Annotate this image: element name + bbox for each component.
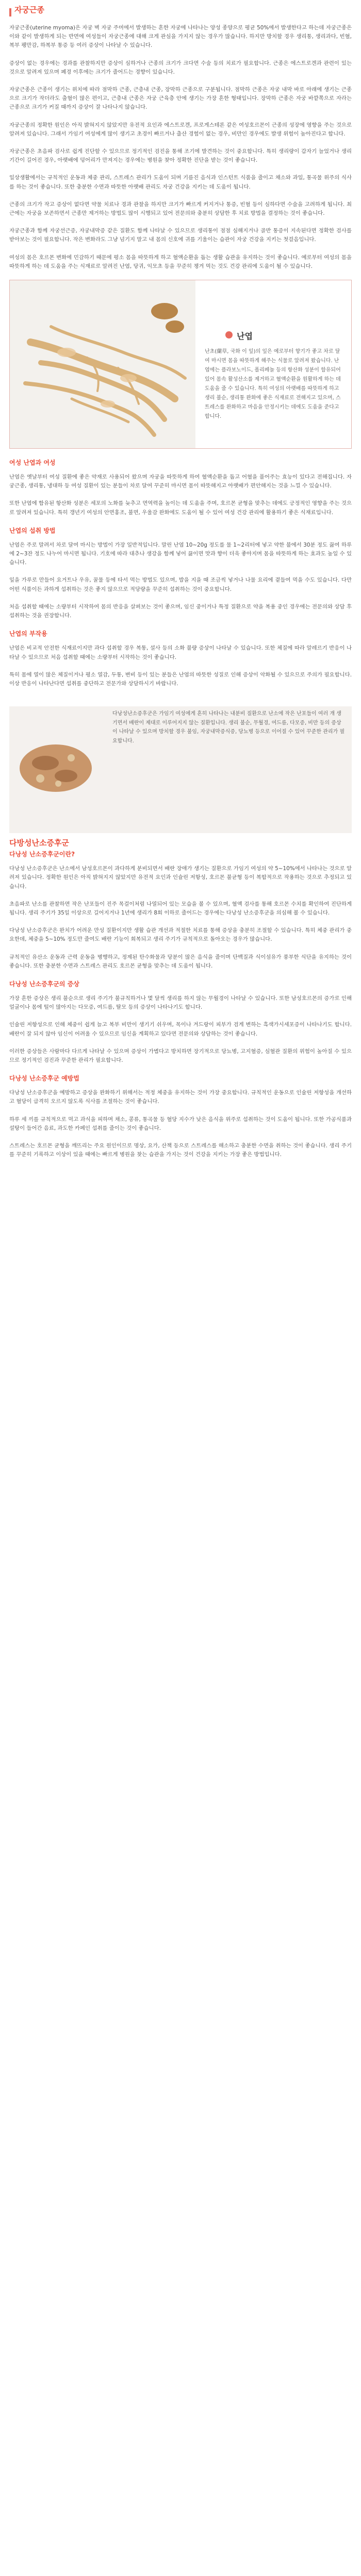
paragraph: 특히 몸에 열이 많은 체질이거나 평소 열감, 두통, 변비 등이 있는 분들은 난엽의 따뜻한 성질로 인해 증상이 악화될 수 있으므로 주의가 필요합니다. 이상 반응이 나타난다면 섭취를 중단하고 전문가와 상담하시기 바랍니다. bbox=[9, 671, 352, 687]
section-uterine-myoma bbox=[9, 0, 352, 271]
section-title-row bbox=[9, 0, 352, 24]
paragraph: 난엽은 비교적 안전한 식재료이지만 과다 섭취할 경우 복통, 설사 등의 소화 불량 증상이 나타날 수 있습니다. 또한 체질에 따라 알레르기 반응이 나타날 수 있으므로 처음 섭취할 때에는 소량부터 시작하는 것이 좋습니다. bbox=[9, 645, 352, 660]
article bbox=[0, 0, 361, 1159]
section-title: 자궁근종 bbox=[14, 5, 44, 14]
subheading: 다낭성 난소증후군 예방법 bbox=[9, 1075, 79, 1082]
section-nanyeop bbox=[9, 280, 352, 688]
pcos-caption: 다낭성난소증후군은 가임기 여성에게 흔히 나타나는 내분비 질환으로 난소에 작은 난포들이 여러 개 생기면서 배란이 제대로 이루어지지 않는 질환입니다. 생리 불순, 무월경, 여드름, 다모증, 비만 등의 증상이 나타날 수 있으며 방치할 경우 불임, 자궁내막증식증, 당뇨병 등으로 이어질 수 있어 꾸준한 관리가 필요합니다. bbox=[112, 711, 345, 744]
paragraph: 난엽은 옛날부터 여성 질환에 좋은 약재로 사용되어 왔으며 자궁을 따뜻하게 하여 혈액순환을 돕고 어혈을 풀어주는 효능이 있다고 전해집니다. 자궁근종, 생리통, 냉대하 등 여성 질환이 있는 분들이 차로 달여 꾸준히 마시면 몸이 따뜻해지고 아랫배가 편안해지는 것을 느낄 수 있습니다. bbox=[9, 474, 352, 489]
paragraph: 자궁근종과 함께 자궁선근증, 자궁내막증 같은 질환도 함께 나타날 수 있으므로 생리통이 점점 심해지거나 골반 통증이 지속된다면 정확한 검사를 받아보는 것이 필요합니다. 작은 변화라도 그냥 넘기지 말고 내 몸의 신호에 귀를 기울이는 습관이 자궁 건강을 지키는 첫걸음입니다. bbox=[9, 228, 352, 243]
section-title: 다방성난소증후군 bbox=[9, 838, 69, 848]
subheading: 여성 난엽과 여성 bbox=[9, 459, 56, 467]
subheading: 다낭성 난소증후군의 증상 bbox=[9, 980, 79, 988]
herb-caption bbox=[195, 280, 351, 448]
subheading: 다낭성 난소증후군이란? bbox=[9, 851, 75, 858]
paragraph: 규칙적인 유산소 운동과 근력 운동을 병행하고, 정제된 탄수화물과 당분이 많은 음식을 줄이며 단백질과 식이섬유가 풍부한 식단을 유지하는 것이 좋습니다. 또한 충분한 수면과 스트레스 관리도 호르몬 균형을 맞추는 데 도움이 됩니다. bbox=[9, 954, 352, 969]
paragraph: 인슐린 저항성으로 인해 체중이 쉽게 늘고 복부 비만이 생기기 쉬우며, 목이나 겨드랑이 피부가 검게 변하는 흑색가시세포증이 나타나기도 합니다. 배란이 잘 되지 않아 임신이 어려울 수 있으므로 임신을 계획하고 있다면 전문의와 상담하는 것이 좋습니다. bbox=[9, 1022, 352, 1037]
paragraph: 가장 흔한 증상은 생리 불순으로 생리 주기가 불규칙하거나 몇 달씩 생리를 하지 않는 무월경이 나타날 수 있습니다. 또한 남성호르몬의 증가로 인해 얼굴이나 몸에 털이 많아지는 다모증, 여드름, 탈모 등의 증상이 나타나기도 합니다. bbox=[9, 995, 352, 1011]
caption-text: 난초(蘭草, 국화 이 잎)의 잎은 예로부터 향기가 좋고 차로 달여 마시면 몸을 따뜻하게 해주는 식물로 알려져 왔습니다. 난엽에는 플라보노이드, 폴리페놀 등의 항산화 성분이 함유되어 있어 몸속 활성산소를 제거하고 혈액순환을 원활하게 하는 데 도움을 줄 수 있습니다. 특히 여성의 아랫배를 따뜻하게 하고 생리 불순, 생리통 완화에 좋은 식재료로 전해지고 있으며, 스트레스를 완화하고 마음을 안정시키는 데에도 도움을 준다고 합니다. bbox=[205, 349, 341, 420]
paragraph: 이러한 증상들은 사람마다 다르게 나타날 수 있으며 증상이 가볍다고 방치하면 장기적으로 당뇨병, 고지혈증, 심혈관 질환의 위험이 높아질 수 있으므로 정기적인 검진과 꾸준한 관리가 필요합니다. bbox=[9, 1048, 352, 1063]
herb-roots-image bbox=[10, 280, 195, 448]
paragraph: 초음파로 난소를 관찰하면 작은 난포들이 진주 목걸이처럼 나열되어 있는 모습을 볼 수 있으며, 혈액 검사를 통해 호르몬 수치를 확인하여 진단하게 됩니다. 생리 주기가 35일 이상으로 길어지거나 1년에 생리가 8회 이하로 줄어드는 경우에는 다낭성 난소증후군을 의심해 볼 수 있습니다. bbox=[9, 901, 352, 916]
title-accent-bar bbox=[9, 8, 11, 16]
paragraph: 자궁근종은 근종이 생기는 위치에 따라 점막하 근종, 근층내 근종, 장막하 근종으로 구분됩니다. 점막하 근종은 자궁 내막 바로 아래에 생기는 근종으로 크기가 작더라도 출혈이 많은 편이고, 근층내 근종은 자궁 근육층 안에 생기는 가장 흔한 형태입니다. 장막하 근종은 자궁 바깥쪽으로 자라는 근종으로 크기가 커질 때까지 증상이 잘 나타나지 않습니다. bbox=[9, 87, 352, 111]
nanyeop-panel bbox=[9, 280, 352, 449]
paragraph: 난엽은 주로 말려서 차로 달여 마시는 방법이 가장 일반적입니다. 말린 난엽 10~20g 정도를 물 1~2리터에 넣고 약한 불에서 30분 정도 끓여 하루에 2~3잔 정도 나누어 마시면 됩니다. 기호에 따라 대추나 생강을 함께 넣어 끓이면 맛과 향이 더욱 좋아지며 몸을 따뜻하게 하는 효과도 높일 수 있습니다. bbox=[9, 541, 352, 566]
paragraph: 일상생활에서는 규칙적인 운동과 체중 관리, 스트레스 관리가 도움이 되며 기름진 음식과 인스턴트 식품을 줄이고 채소와 과일, 통곡물 위주의 식사를 하는 것이 좋습니다. 또한 충분한 수면과 따뜻한 아랫배 관리도 자궁 건강을 지키는 데 도움이 됩니다. bbox=[9, 175, 352, 190]
paragraph: 잎을 가루로 만들어 요거트나 우유, 꿀물 등에 타서 먹는 방법도 있으며, 밥을 지을 때 조금씩 넣거나 나물 요리에 곁들여 먹을 수도 있습니다. 다만 어떤 식품이든 과하게 섭취하는 것은 좋지 않으므로 적당량을 꾸준히 섭취하는 것이 중요합니다. bbox=[9, 577, 352, 592]
herb-photo bbox=[10, 280, 195, 448]
leaf-icon bbox=[225, 331, 233, 338]
paragraph: 다낭성 난소증후군은 완치가 어려운 만성 질환이지만 생활 습관 개선과 적절한 치료를 통해 증상을 충분히 조절할 수 있습니다. 특히 체중 관리가 중요한데, 체중을 5~10% 정도만 줄여도 배란 기능이 회복되고 생리 주기가 규칙적으로 돌아오는 경우가 많습니다. bbox=[9, 927, 352, 943]
paragraph: 증상이 없는 경우에는 경과를 관찰하지만 증상이 심하거나 근종의 크기가 크다면 수술 등의 치료가 필요합니다. 근종은 에스트로겐과 관련이 있는 것으로 알려져 있으며 폐경 이후에는 크기가 줄어드는 경향이 있습니다. bbox=[9, 60, 352, 75]
subheading: 난엽의 부작용 bbox=[9, 630, 47, 638]
caption-title: 난엽 bbox=[237, 331, 253, 342]
paragraph: 또한 난엽에 함유된 항산화 성분은 세포의 노화를 늦추고 면역력을 높이는 데 도움을 주며, 호르몬 균형을 맞추는 데에도 긍정적인 영향을 주는 것으로 알려져 있습니다. 특히 갱년기 여성의 안면홍조, 불면, 우울감 완화에도 도움이 될 수 있어 여성 건강 관리에 활용하기 좋은 식재료입니다. bbox=[9, 500, 352, 516]
subheading: 난엽의 섭취 방법 bbox=[9, 527, 56, 534]
paragraph: 자궁근종은 초음파 검사로 쉽게 진단할 수 있으므로 정기적인 검진을 통해 조기에 발견하는 것이 중요합니다. 특히 생리량이 갑자기 늘었거나 생리 기간이 길어진 경우, 아랫배에 덩어리가 만져지는 경우에는 병원을 찾아 정확한 진단을 받는 것이 좋습니다. bbox=[9, 148, 352, 164]
paragraph: 다낭성 난소증후군을 예방하고 증상을 완화하기 위해서는 적정 체중을 유지하는 것이 가장 중요합니다. 규칙적인 운동으로 인슐린 저항성을 개선하고 혈당이 급격히 오르지 않도록 식사를 조절하는 것이 좋습니다. bbox=[9, 1090, 352, 1105]
paragraph: 자궁근종(uterine myoma)은 자궁 벽 자궁 주머에서 발생하는 흔한 자궁에 나타나는 양성 종양으로 평균 50%에서 발생한다고 하는데 자궁근종은 이와 같이 발생하게 되는 반면에 여성들이 자궁근종에 대해 크게 관심을 가지지 않는 경우가 많습니다. 하지만 방치할 경우 생리통, 생리과다, 빈혈, 복부 팽만감, 하복부 통증 등 여러 증상이 나타날 수 있습니다. bbox=[9, 25, 352, 49]
pcos-image-block bbox=[9, 706, 352, 833]
section-pcos bbox=[9, 697, 352, 1159]
paragraph: 처음 섭취할 때에는 소량부터 시작하여 몸의 반응을 살펴보는 것이 좋으며, 임신 중이거나 특정 질환으로 약을 복용 중인 경우에는 전문의와 상담 후 섭취하는 것을 권장합니다. bbox=[9, 603, 352, 619]
paragraph: 다낭성 난소증후군은 난소에서 남성호르몬이 과다하게 분비되면서 배란 장애가 생기는 질환으로 가임기 여성의 약 5~10%에서 나타나는 것으로 알려져 있습니다. 정확한 원인은 아직 밝혀지지 않았지만 유전적 요인과 인슐린 저항성, 호르몬 불균형 등이 복합적으로 작용하는 것으로 추정되고 있습니다. bbox=[9, 866, 352, 890]
paragraph: 하루 세 끼를 규칙적으로 먹고 과식을 피하며 채소, 콩류, 통곡물 등 혈당 지수가 낮은 음식을 위주로 섭취하는 것이 도움이 됩니다. 또한 가공식품과 설탕이 들어간 음료, 과도한 카페인 섭취를 줄이는 것이 좋습니다. bbox=[9, 1116, 352, 1131]
paragraph: 여성의 몸은 호르몬 변화에 민감하기 때문에 평소 몸을 따뜻하게 하고 혈액순환을 돕는 생활 습관을 유지하는 것이 좋습니다. 예로부터 여성의 몸을 따뜻하게 하는 데 도움을 주는 식재료로 알려진 난엽, 당귀, 익모초 등을 꾸준히 챙겨 먹는 것도 건강 관리에 도움이 될 수 있습니다. bbox=[9, 254, 352, 269]
paragraph: 근종의 크기가 작고 증상이 없다면 약물 치료나 경과 관찰을 하지만 크기가 빠르게 커지거나 통증, 빈혈 등이 심하다면 수술을 고려하게 됩니다. 최근에는 자궁을 보존하면서 근종만 제거하는 방법도 많이 시행되고 있어 전문의와 충분히 상담한 후 치료 방법을 결정하는 것이 좋습니다. bbox=[9, 201, 352, 217]
paragraph: 스트레스는 호르몬 균형을 깨뜨리는 주요 원인이므로 명상, 요가, 산책 등으로 스트레스를 해소하고 충분한 수면을 취하는 것이 좋습니다. 생리 주기를 꾸준히 기록하고 이상이 있을 때에는 빠르게 병원을 찾는 습관을 가지는 것이 건강을 지키는 가장 좋은 방법입니다. bbox=[9, 1142, 352, 1158]
paragraph: 자궁근종의 정확한 원인은 아직 밝혀지지 않았지만 유전적 요인과 에스트로겐, 프로게스테론 같은 여성호르몬이 근종의 성장에 영향을 주는 것으로 알려져 있습니다. 그래서 가임기 여성에게 많이 생기고 초경이 빠르거나 출산 경험이 없는 경우, 비만인 경우에도 발생 위험이 높아진다고 합니다. bbox=[9, 122, 352, 137]
